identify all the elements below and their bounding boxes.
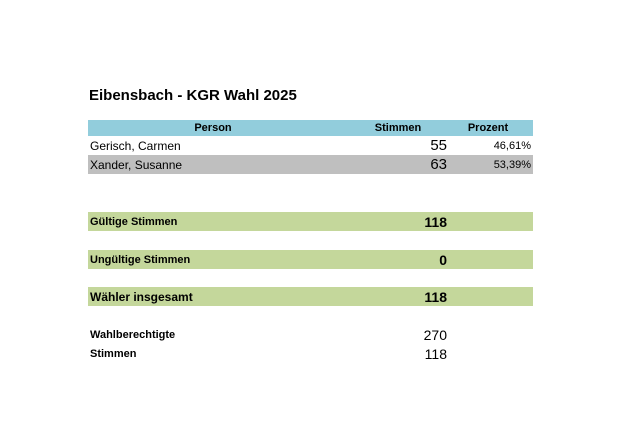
header-votes: Stimmen [374,122,422,134]
candidate-name: Xander, Susanne [90,157,183,172]
cast-votes-label: Stimmen [90,347,137,360]
total-voters-label: Wähler insgesamt [90,289,193,304]
table-row [88,136,533,155]
document-title: Eibensbach - KGR Wahl 2025 [89,87,297,104]
invalid-votes-label: Ungültige Stimmen [90,253,191,266]
header-percent: Prozent [467,122,509,134]
table-header-row [88,120,533,136]
cast-votes-row [88,344,533,363]
eligible-voters-value: 270 [423,326,447,343]
eligible-voters-row [88,325,533,344]
valid-votes-value: 118 [424,213,447,230]
eligible-voters-label: Wahlberechtigte [90,328,176,341]
candidate-percent: 53,39% [493,158,531,171]
valid-votes-row [88,212,533,231]
candidate-votes: 55 [430,137,447,154]
table-row [88,155,533,174]
valid-votes-label: Gültige Stimmen [90,215,178,228]
total-voters-row [88,287,533,306]
invalid-votes-row [88,250,533,269]
candidate-name: Gerisch, Carmen [90,138,181,153]
results-table [88,120,533,174]
cast-votes-value: 118 [424,345,447,362]
invalid-votes-value: 0 [439,251,447,268]
candidate-percent: 46,61% [493,139,531,152]
total-voters-value: 118 [424,288,447,305]
header-person: Person [194,122,232,134]
candidate-votes: 63 [430,156,447,173]
